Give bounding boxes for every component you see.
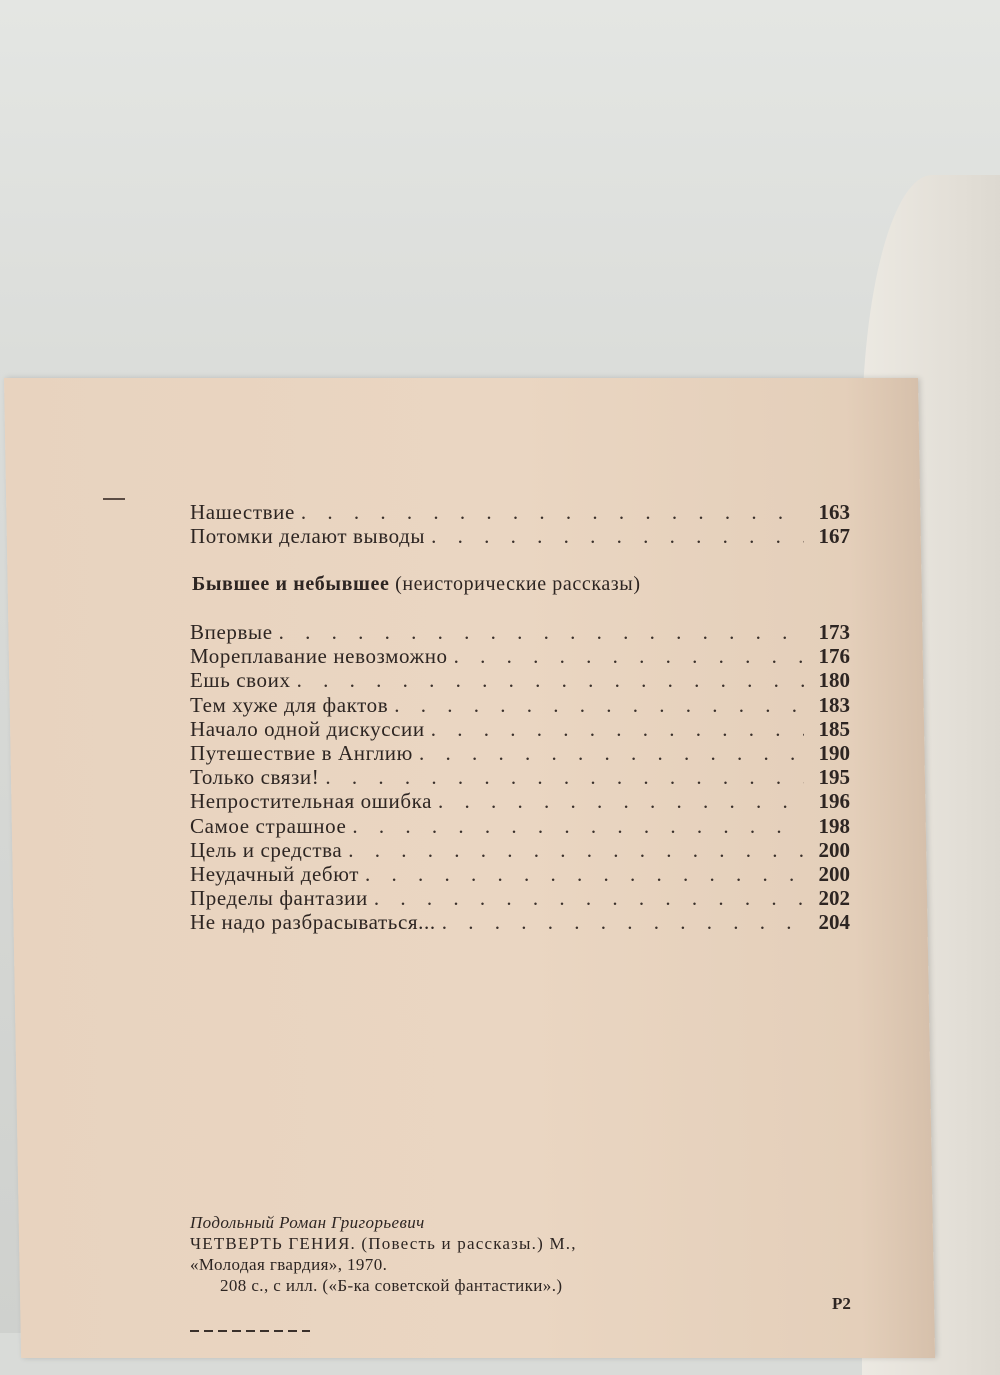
toc-entry-page: 176	[818, 644, 850, 669]
toc-entry-page: 173	[818, 620, 850, 644]
toc-entry-title: Путешествие в Англию	[190, 740, 413, 765]
leader-dots	[325, 765, 804, 789]
toc-entry-title: Впервые	[190, 620, 273, 644]
toc-entry	[190, 789, 850, 813]
toc-entry-title: Мореплавание невозможно	[190, 644, 448, 669]
toc-entry-title: Потомки делают выводы	[190, 524, 426, 549]
section-title: Бывшее и небывшее	[192, 573, 390, 595]
imprint-block	[190, 1212, 750, 1296]
toc-entry	[190, 741, 850, 765]
leader-dots	[394, 693, 804, 717]
toc-entry-page: 198	[818, 813, 850, 838]
leader-dots	[438, 789, 804, 813]
leader-dots	[374, 886, 804, 910]
leader-dots	[365, 862, 804, 886]
toc-entry-page: 183	[818, 692, 850, 717]
toc-entry	[190, 862, 850, 886]
toc-continued	[190, 500, 850, 548]
leader-dots	[352, 814, 804, 838]
leader-dots	[297, 668, 804, 692]
leader-dots	[348, 838, 804, 862]
toc-entry-page: 196	[818, 789, 850, 814]
toc-entry-title: Непростительная ошибка	[190, 789, 433, 814]
imprint-author: Подольный Роман Григорьевич	[190, 1213, 425, 1232]
cropped-text-line	[190, 1326, 310, 1333]
toc-entry-title: Неудачный дебют	[190, 861, 359, 886]
toc-entry-page: 180	[818, 668, 850, 693]
toc-entry	[190, 693, 850, 717]
toc-entry	[190, 620, 850, 644]
toc-entry-title: Цель и средства	[190, 837, 343, 862]
toc-entry-title: Не надо разбрасываться...	[190, 910, 436, 935]
leader-dots	[454, 644, 804, 668]
leader-dots	[442, 910, 804, 934]
leader-dots	[279, 620, 804, 644]
toc-entry-title: Пределы фантазии	[190, 886, 368, 911]
toc-entry-title: Нашествие	[190, 500, 295, 524]
imprint-title: ЧЕТВЕРТЬ ГЕНИЯ. (Повесть и рассказы.) М.,	[190, 1234, 577, 1253]
toc-entry-title: Только связи!	[190, 765, 320, 790]
toc-entry	[190, 838, 850, 862]
toc-entry	[190, 644, 850, 668]
toc-entry	[190, 668, 850, 692]
toc-entry-title: Самое страшное	[190, 813, 347, 838]
toc-entry-title: Ешь своих	[190, 668, 291, 693]
margin-mark	[103, 498, 125, 500]
toc-entry-page: 190	[818, 740, 850, 765]
toc-section-list	[190, 620, 850, 934]
toc-entry-page: 204	[818, 910, 850, 935]
toc-entry	[190, 910, 850, 934]
toc-entry	[190, 500, 850, 524]
leader-dots	[431, 524, 804, 548]
toc-entry-page: 200	[818, 837, 850, 862]
classification-code: Р2	[832, 1294, 851, 1313]
leader-dots	[419, 741, 804, 765]
toc-entry	[190, 814, 850, 838]
toc-entry-page: 202	[818, 886, 850, 911]
toc-entry	[190, 765, 850, 789]
leader-dots	[301, 500, 804, 524]
toc-entry	[190, 717, 850, 741]
toc-entry-page: 195	[818, 765, 850, 790]
toc-entry-page: 200	[818, 861, 850, 886]
toc-entry-page: 167	[818, 524, 850, 549]
toc-entry-page: 163	[818, 500, 850, 524]
toc-entry-title: Начало одной дискуссии	[190, 716, 425, 741]
imprint-publisher: «Молодая гвардия», 1970.	[190, 1255, 388, 1274]
toc-entry	[190, 886, 850, 910]
toc-entry-page: 185	[818, 716, 850, 741]
toc-entry	[190, 524, 850, 548]
leader-dots	[431, 717, 804, 741]
section-subtitle: (неисторические рассказы)	[395, 573, 641, 595]
toc-entry-title: Тем хуже для фактов	[190, 692, 389, 717]
imprint-details: 208 с., с илл. («Б-ка советской фантастики».)	[220, 1276, 563, 1295]
section-heading	[192, 573, 641, 596]
